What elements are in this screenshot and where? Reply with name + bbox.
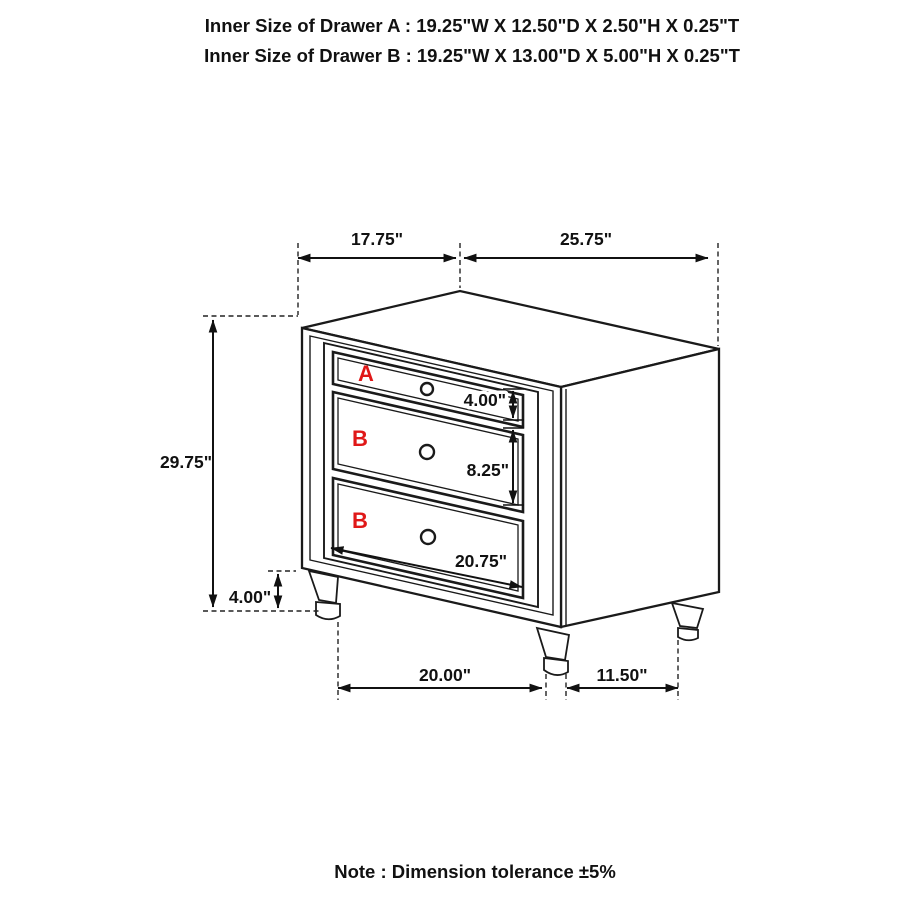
front-left-leg-foot	[316, 602, 340, 619]
back-right-leg-foot	[678, 628, 698, 640]
dim-front-leg-span-label: 20.00"	[418, 665, 472, 685]
front-left-leg	[309, 571, 338, 603]
tolerance-note: Note : Dimension tolerance ±5%	[334, 861, 616, 882]
title-drawer-b-inner-size: Inner Size of Drawer B : 19.25"W X 13.00"D X 5.00"H X 0.25"T	[204, 45, 740, 66]
nightstand-drawing	[302, 291, 719, 675]
bottom-dimension-group	[338, 622, 678, 700]
left-dimension-group	[160, 316, 320, 611]
dim-leg-height-label: 4.00"	[228, 587, 272, 607]
back-right-leg	[672, 603, 703, 628]
dim-top-depth-label: 17.75"	[350, 229, 404, 249]
dim-overall-height-label: 29.75"	[159, 452, 213, 472]
dim-drawer-width-label: 20.75"	[454, 551, 508, 571]
front-right-leg-foot	[544, 658, 568, 675]
drawer-a-label: A	[358, 361, 374, 386]
drawer-a-knob	[421, 383, 433, 395]
drawer-b-bottom-knob	[421, 530, 435, 544]
dim-top-width-label: 25.75"	[559, 229, 613, 249]
dim-drawer-a-height-label: 4.00"	[463, 390, 506, 410]
dim-drawer-b-height-label: 8.25"	[466, 460, 509, 480]
dim-side-leg-span-label: 11.50"	[596, 665, 648, 685]
drawer-b-bottom-label: B	[352, 508, 368, 533]
drawer-b-middle-knob	[420, 445, 434, 459]
title-drawer-a-inner-size: Inner Size of Drawer A : 19.25"W X 12.50"D X 2.50"H X 0.25"T	[204, 15, 740, 36]
drawer-b-middle-label: B	[352, 426, 368, 451]
front-right-leg	[537, 628, 569, 660]
cabinet-right-face	[561, 349, 719, 627]
